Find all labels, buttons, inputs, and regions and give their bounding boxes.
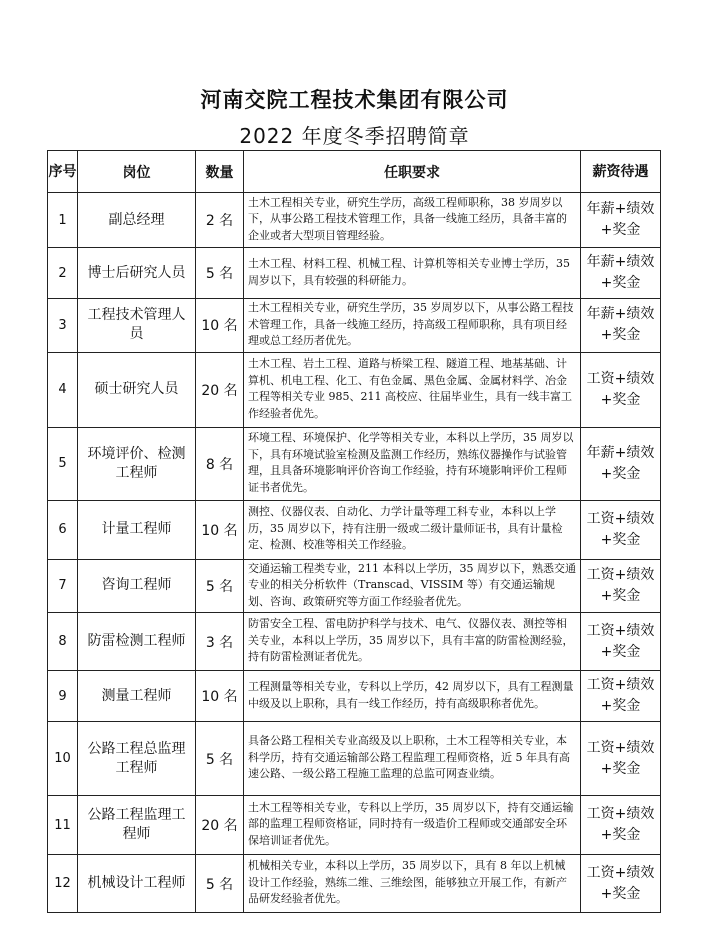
row-salary: 工资+绩效+奖金 [581,722,661,796]
row-position: 硕士研究人员 [78,352,196,427]
row-requirements: 防雷安全工程、雷电防护科学与技术、电气、仪器仪表、测控等相关专业，本科以上学历，35 周岁以下，具有丰富的防雷检测经验，持有防雷检测证者优先。 [244,613,581,671]
row-requirements: 机械相关专业，本科以上学历，35 周岁以下，具有 8 年以上机械设计工作经验，熟练二维、三维绘图，能够独立开展工作，有新产品研发经验者优先。 [244,855,581,913]
row-requirements: 土木工程、材料工程、机械工程、计算机等相关专业博士学历，35 周岁以下，具有较强的科研能力。 [244,248,581,299]
row-index: 5 [48,427,78,500]
table-row [48,855,661,913]
row-position: 工程技术管理人员 [78,299,196,353]
row-quantity: 20 名 [196,796,244,855]
row-index: 4 [48,352,78,427]
row-quantity: 5 名 [196,855,244,913]
row-salary: 年薪+绩效+奖金 [581,427,661,500]
row-requirements: 土木工程相关专业，研究生学历，高级工程师职称，38 岁周岁以下，从事公路工程技术管理工作，具备一线施工经历，具备丰富的企业或者大型项目管理经验。 [244,193,581,248]
row-salary: 年薪+绩效+奖金 [581,193,661,248]
header-quantity: 数量 [196,151,244,193]
row-quantity: 10 名 [196,299,244,353]
table-row [48,500,661,559]
table-row [48,352,661,427]
table-row [48,559,661,613]
row-requirements: 测控、仪器仪表、自动化、力学计量等理工科专业，本科以上学历，35 周岁以下，持有注册一级或二级计量师证书，具有计量检定、检测、校准等相关工作经验。 [244,500,581,559]
row-requirements: 交通运输工程类专业，211 本科以上学历，35 周岁以下，熟悉交通专业的相关分析软件（Transcad、VISSIM 等）有交通运输规划、咨询、政策研究等方面工作经验者优先。 [244,559,581,613]
header-position: 岗位 [78,151,196,193]
row-salary: 工资+绩效+奖金 [581,559,661,613]
row-position: 计量工程师 [78,500,196,559]
row-requirements: 土木工程等相关专业，专科以上学历，35 周岁以下，持有交通运输部的监理工程师资格证，同时持有一级造价工程师或交通部安全环保培训证者优先。 [244,796,581,855]
row-quantity: 5 名 [196,559,244,613]
row-requirements: 土木工程相关专业，研究生学历，35 岁周岁以下，从事公路工程技术管理工作，具备一线施工经历，持高级工程师职称，具有项目经理或总工经历者优先。 [244,299,581,353]
row-salary: 工资+绩效+奖金 [581,352,661,427]
table-row [48,193,661,248]
row-position: 公路工程总监理工程师 [78,722,196,796]
header-index: 序号 [48,151,78,193]
row-quantity: 5 名 [196,722,244,796]
table-row [48,796,661,855]
row-position: 环境评价、检测工程师 [78,427,196,500]
row-index: 10 [48,722,78,796]
page-subtitle: 2022 年度冬季招聘简章 [239,124,470,148]
row-quantity: 10 名 [196,500,244,559]
row-index: 9 [48,671,78,722]
row-quantity: 5 名 [196,248,244,299]
row-quantity: 10 名 [196,671,244,722]
row-index: 12 [48,855,78,913]
table-row [48,248,661,299]
row-salary: 年薪+绩效+奖金 [581,299,661,353]
row-position: 公路工程监理工程师 [78,796,196,855]
row-position: 机械设计工程师 [78,855,196,913]
row-position: 博士后研究人员 [78,248,196,299]
row-quantity: 3 名 [196,613,244,671]
row-quantity: 20 名 [196,352,244,427]
row-requirements: 土木工程、岩土工程、道路与桥梁工程、隧道工程、地基基础、计算机、机电工程、化工、有色金属、黑色金属、金属材料学、冶金工程等相关专业 985、211 高校应、往届毕业生，具有一线丰富工作经验者优先。 [244,352,581,427]
row-salary: 工资+绩效+奖金 [581,613,661,671]
row-salary: 工资+绩效+奖金 [581,796,661,855]
row-requirements: 具备公路工程相关专业高级及以上职称，土木工程等相关专业，本科学历，持有交通运输部公路工程监理工程师资格，近 5 年具有高速公路、一级公路工程施工监理的总监可网查业绩。 [244,722,581,796]
row-position: 咨询工程师 [78,559,196,613]
row-requirements: 工程测量等相关专业，专科以上学历，42 周岁以下，具有工程测量中级及以上职称，具有一线工作经历，持有高级职称者优先。 [244,671,581,722]
header-requirements: 任职要求 [244,151,581,193]
row-salary: 工资+绩效+奖金 [581,500,661,559]
row-index: 1 [48,193,78,248]
row-salary: 年薪+绩效+奖金 [581,248,661,299]
row-requirements: 环境工程、环境保护、化学等相关专业，本科以上学历，35 周岁以下，具有环境试验室检测及监测工作经历，熟练仪器操作与试验管理，且具备环境影响评价咨询工作经验，持有环境影响评价工程师证书者优先。 [244,427,581,500]
row-index: 11 [48,796,78,855]
header-salary: 薪资待遇 [581,151,661,193]
row-salary: 工资+绩效+奖金 [581,855,661,913]
row-index: 2 [48,248,78,299]
row-index: 7 [48,559,78,613]
row-index: 3 [48,299,78,353]
row-salary: 工资+绩效+奖金 [581,671,661,722]
row-position: 测量工程师 [78,671,196,722]
row-quantity: 8 名 [196,427,244,500]
row-quantity: 2 名 [196,193,244,248]
row-index: 6 [48,500,78,559]
header-row [48,151,661,193]
table-row [48,427,661,500]
row-position: 副总经理 [78,193,196,248]
company-title: 河南交院工程技术集团有限公司 [200,88,509,112]
row-position: 防雷检测工程师 [78,613,196,671]
table-row [48,299,661,353]
table-row [48,671,661,722]
table-row [48,613,661,671]
table-row [48,722,661,796]
row-index: 8 [48,613,78,671]
recruitment-table [47,150,661,913]
